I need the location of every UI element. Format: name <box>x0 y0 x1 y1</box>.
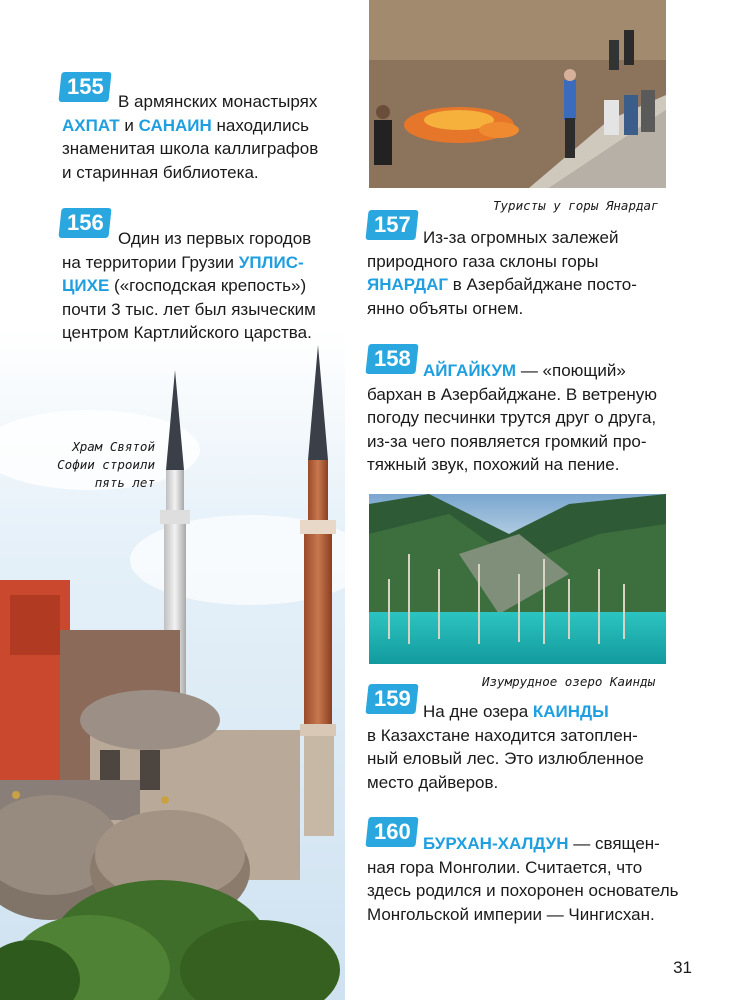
text: Один из первых городов <box>118 229 312 248</box>
text: здесь родился и похоронен основатель <box>367 881 679 900</box>
kaindy-lake-photo <box>369 494 666 664</box>
fact-text <box>62 90 318 184</box>
fact-number: 157 <box>373 212 411 237</box>
text: из-за чего появляется громкий про- <box>367 431 647 451</box>
page-number: 31 <box>673 958 692 977</box>
text: почти 3 тыс. лет был языческим <box>62 299 316 319</box>
text: природного газа склоны горы <box>367 251 599 271</box>
keyword-aygaykum: АЙГАЙКУМ <box>423 361 517 380</box>
fact-text <box>62 227 316 345</box>
text: ный еловый лес. Это излюбленное <box>367 749 644 768</box>
fact-number: 158 <box>373 346 411 371</box>
text: На дне озера <box>423 702 533 721</box>
sofia-caption-line: Храм Святой <box>72 439 155 454</box>
text: на территории Грузии <box>62 252 239 272</box>
text: и старинная библиотека. <box>62 162 259 182</box>
fact-text <box>367 359 657 477</box>
kaindy-caption: Изумрудное озеро Каинды <box>482 674 656 689</box>
fact-160 <box>367 832 678 926</box>
keyword-yanardag: ЯНАРДАГ <box>367 275 449 294</box>
text: в Азербайджане посто- <box>448 275 637 294</box>
text: («господская крепость») <box>109 276 307 295</box>
text: погоду песчинки трутся друг о друга, <box>367 408 657 427</box>
text: янно объяты огнем. <box>367 298 524 318</box>
text: — священ- <box>568 834 660 853</box>
keyword-kaindy: КАИНДЫ <box>532 702 609 721</box>
yanardag-photo <box>369 0 666 188</box>
fact-number: 156 <box>66 210 104 235</box>
text: бархан в Азербайджане. В ветреную <box>367 384 658 404</box>
fact-number: 155 <box>66 74 104 99</box>
text: и <box>119 115 139 135</box>
text: Монгольской империи — Чингисхан. <box>367 904 655 924</box>
fact-text <box>367 832 678 926</box>
text: знаменитая школа каллиграфов <box>62 139 319 158</box>
fact-157 <box>367 226 637 320</box>
text: центром Картлийского царства. <box>62 323 312 342</box>
sofia-caption <box>55 438 155 492</box>
fact-156 <box>62 227 316 345</box>
fact-158 <box>367 359 657 477</box>
fact-number: 159 <box>373 686 411 711</box>
fact-number: 160 <box>373 819 411 844</box>
text: тяжный звук, похожий на пение. <box>367 455 620 474</box>
yanardag-caption: Туристы у горы Янардаг <box>493 198 659 213</box>
sofia-caption-line: Софии строили <box>57 457 155 472</box>
keyword-uplistsikhe: ЦИХЕ <box>62 276 110 295</box>
fact-text <box>367 226 637 320</box>
text: место дайверов. <box>367 772 499 792</box>
text: — «поющий» <box>516 361 626 380</box>
keyword-burkhan-khaldun: БУРХАН-ХАЛДУН <box>423 834 569 853</box>
keyword-akhpat: АХПАТ <box>62 115 120 135</box>
keyword-sanain: САНАИН <box>138 115 212 135</box>
fact-text <box>367 700 644 794</box>
sofia-caption-line: пять лет <box>94 475 155 490</box>
text: В армянских монастырях <box>118 92 318 111</box>
text: Из-за огромных залежей <box>423 228 619 247</box>
text: в Казахстане находится затоплен- <box>367 725 638 745</box>
fact-159 <box>367 700 644 794</box>
keyword-uplistsikhe: УПЛИС- <box>238 252 304 272</box>
text: ная гора Монголии. Считается, что <box>367 857 643 877</box>
text: находились <box>211 115 309 135</box>
hagia-sophia-photo <box>0 330 345 1000</box>
fact-155 <box>62 90 318 184</box>
